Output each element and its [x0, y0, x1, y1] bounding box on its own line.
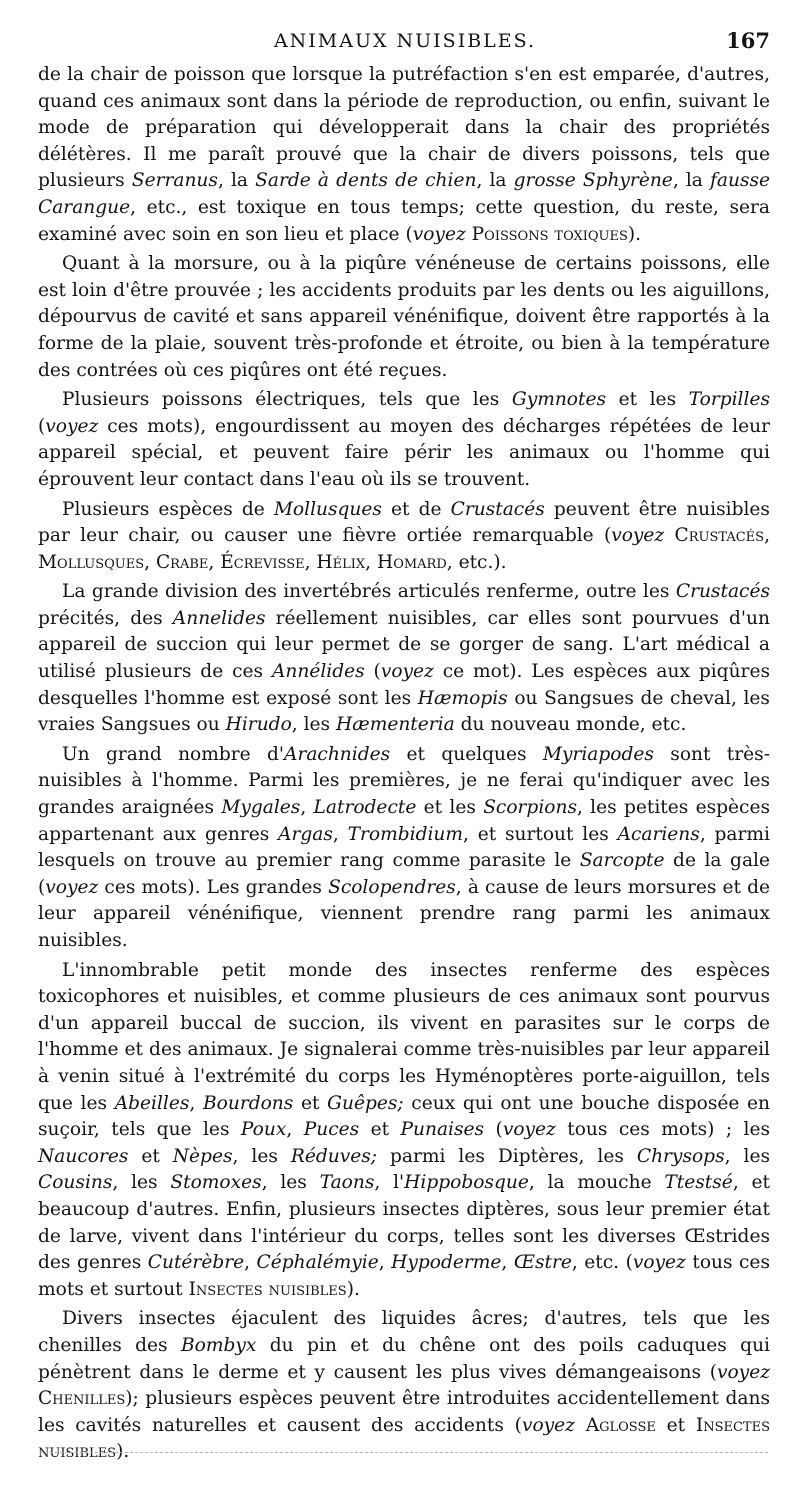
cross-reference: Insectes nuisibles — [188, 1278, 347, 1300]
italic-term: voyez — [502, 1119, 556, 1141]
paragraph-2 — [38, 251, 770, 384]
text-run: ); plusieurs espèces peuvent être introduites accidentellement dans les cavités naturelles et causent des accidents ( — [38, 1388, 770, 1436]
text-run: précités, des — [38, 607, 173, 629]
italic-term: Hæmenteria — [336, 714, 455, 736]
text-run: tous ces mots et surtout — [38, 1252, 770, 1300]
italic-term: Torpilles — [688, 389, 771, 411]
text-run: et — [655, 1414, 696, 1436]
paragraph-1 — [38, 62, 770, 248]
italic-term: Crustacés — [675, 581, 770, 603]
italic-term: Mollusques — [273, 498, 382, 520]
italic-term: Trombidium — [347, 823, 464, 845]
cross-reference: Chenilles — [38, 1388, 126, 1410]
italic-term: Nèpes — [172, 1145, 233, 1167]
italic-term: Hippobosque — [404, 1172, 529, 1194]
text-run: de la chair de poisson que lorsque la putréfaction s'en est emparée, d'autres, quand ces animaux sont dans la période de reproduction, ou enfin, suivant le mode de préparation qui développerait dans la chair des propriétés délétères. Il me paraît prouvé que la chair de divers poissons, tels que plusieurs — [38, 64, 770, 192]
text-run: et quelques — [390, 743, 543, 765]
italic-term: Bombyx — [181, 1334, 257, 1356]
italic-term: Ttestsé — [664, 1172, 733, 1194]
text-run: , les — [724, 1145, 770, 1167]
text-run: , etc., est toxique en tous temps; cette question, du reste, sera examiné avec soin en son lieu et place ( — [38, 196, 770, 245]
text-run: Plusieurs espèces de — [62, 498, 274, 520]
italic-term: voyez — [521, 1414, 575, 1436]
text-run: Un grand nombre d' — [62, 743, 285, 765]
text-run: , la — [672, 170, 710, 192]
text-run: ces mots). Les grandes — [98, 876, 329, 898]
page-header — [40, 30, 770, 60]
italic-term: Scorpions — [483, 797, 577, 819]
italic-term: Œstre — [513, 1252, 572, 1274]
text-run: , — [286, 1119, 304, 1141]
text-run: , les — [232, 1145, 291, 1167]
cross-reference: Aglosse — [585, 1414, 656, 1436]
italic-term: voyez — [45, 415, 99, 437]
text-run: peuvent être nuisibles par leur chair, ou causer une fièvre ortiée remarquable ( — [38, 498, 770, 547]
italic-term: Poux — [240, 1119, 287, 1141]
text-run: , et surtout les — [463, 823, 618, 845]
text-run: ( — [38, 415, 46, 437]
text-run: du nouveau monde, etc. — [454, 714, 687, 736]
italic-term: Taons — [319, 1172, 375, 1194]
italic-term: voyez — [412, 223, 466, 245]
italic-term: Bourdons — [202, 1092, 294, 1114]
text-run: etc.). — [452, 551, 507, 573]
paragraph-8 — [38, 1306, 770, 1466]
text-run: , — [300, 797, 314, 819]
text-run: et — [359, 1119, 401, 1141]
cross-reference: Poissons toxiques — [471, 223, 628, 245]
paragraph-3 — [38, 387, 770, 493]
text-run: réellement nuisibles, car elles sont pourvues d'un appareil de succion qui leur permet de se gorger de sang. L'art médical a utilisé plusieurs de ces — [38, 607, 770, 683]
text-run: ce mot). Les espèces aux piqûres desquelles l'homme est exposé sont les — [38, 661, 770, 709]
text-run: , et beaucoup d'autres. Enfin, plusieurs insectes diptères, sous leur premier état de larve, vivent dans l'intérieur du corps, telles sont les diverses Œstrides des genres — [38, 1172, 770, 1274]
paragraph-4 — [38, 497, 770, 577]
text-run: sont très-nuisibles à l'homme. Parmi les premières, je ne ferai qu'indiquer avec les grandes araignées — [38, 743, 770, 819]
italic-term: Stomoxes — [170, 1172, 262, 1194]
running-title: ANIMAUX NUISIBLES. — [273, 30, 537, 52]
page-body — [38, 62, 770, 1469]
paragraph-5 — [38, 579, 770, 739]
text-run: , les — [261, 1172, 320, 1194]
italic-term: voyez — [632, 1252, 686, 1274]
italic-term: Chrysops — [636, 1145, 725, 1167]
italic-term: Sarcopte — [579, 850, 665, 872]
text-run: de la gale ( — [38, 850, 770, 898]
text-run: , — [332, 823, 348, 845]
paragraph-7 — [38, 958, 770, 1304]
italic-term: Céphalémyie — [256, 1252, 379, 1274]
text-run: , la — [476, 170, 514, 192]
text-run: , — [189, 1092, 203, 1114]
text-run: et — [128, 1145, 173, 1167]
text-run: tous ces mots) ; les — [555, 1119, 771, 1141]
italic-term: voyez — [611, 525, 665, 547]
text-run: , — [501, 1252, 514, 1274]
text-run: La grande division des invertébrés articulés renferme, outre les — [62, 581, 676, 603]
bottom-rule — [40, 1452, 768, 1453]
italic-term: Réduves; — [290, 1145, 378, 1167]
paragraph-6 — [38, 742, 770, 955]
text-run: parmi les Diptères, les — [377, 1145, 637, 1167]
text-run: , — [244, 1252, 257, 1274]
cross-reference: Crustacés, Mollusques, Crabe, Écrevisse, Hélix, Homard, — [38, 525, 770, 573]
italic-term: Crustacés — [450, 498, 545, 520]
text-run: ou Sangsues de cheval, les vraies Sangsues ou — [38, 687, 770, 736]
text-run: ). — [116, 1441, 130, 1463]
text-run: L'innombrable petit monde des insectes renferme des espèces toxicophores et nuisibles, et comme plusieurs de ces animaux sont pourvus d'un appareil buccal de succion, ils vivent en parasites sur le corps de l'homme et des animaux. Je signalerai comme très-nuisibles par leur appareil à venin situé à l'extrémité du corps les Hyménoptères porte-aiguillon, tels que les — [38, 959, 770, 1114]
italic-term: Guêpes; — [327, 1092, 404, 1114]
italic-term: voyez — [716, 1361, 770, 1383]
text-run: , les — [112, 1172, 171, 1194]
italic-term: Hirudo — [225, 714, 292, 736]
italic-term: Hypoderme — [391, 1252, 502, 1274]
italic-term: fausse Carangue — [38, 170, 771, 218]
text-run: ( — [364, 661, 381, 683]
italic-term: Scolopendres — [328, 876, 456, 898]
italic-term: Cousins — [38, 1172, 113, 1194]
italic-term: voyez — [380, 661, 434, 683]
text-run: ). — [627, 223, 642, 245]
text-run: Plusieurs poissons électriques, tels que les — [62, 389, 512, 411]
text-run: , parmi lesquels on trouve au premier rang comme parasite le — [38, 823, 770, 872]
italic-term: Hæmopis — [417, 687, 508, 709]
italic-term: Abeilles — [114, 1092, 190, 1114]
italic-term: Gymnotes — [511, 389, 607, 411]
page-number: 167 — [726, 28, 770, 53]
text-run: , à cause de leurs morsures et de leur appareil vénénifique, viennent prendre rang parmi les animaux nuisibles. — [38, 876, 770, 951]
italic-term: Myriapodes — [542, 743, 654, 765]
italic-term: Naucores — [38, 1145, 129, 1167]
text-run: et — [293, 1092, 328, 1114]
italic-term: Sarde à dents de chien — [255, 170, 477, 192]
italic-term: Argas — [278, 823, 333, 845]
text-run: Quant à la morsure, ou à la piqûre vénéneuse de certains poissons, elle est loin d'être prouvée ; les accidents produits par les dents ou les aiguillons, dépourvus de cavité et sans appareil vénénifique, doivent être rapportés à la forme de la plaie, souvent très-profonde et étroite, ou bien à la température des contrées où ces piqûres ont été reçues. — [38, 253, 770, 381]
italic-term: Serranus — [131, 170, 218, 192]
text-run: du pin et du chêne ont des poils caduques qui pénètrent dans le derme et y causent les plus vives démangeaisons ( — [38, 1334, 770, 1383]
text-run: ceux qui ont une bouche disposée en suçoir, tels que les — [38, 1092, 770, 1141]
italic-term: Annélides — [271, 661, 365, 683]
italic-term: grosse Sphyrène — [513, 170, 673, 192]
text-run: , les — [291, 714, 336, 736]
italic-term: Arachnides — [284, 743, 391, 765]
text-run: et les — [606, 389, 689, 411]
text-run: et de — [381, 498, 451, 520]
text-run: et les — [416, 797, 484, 819]
italic-term: Puces — [303, 1119, 360, 1141]
text-run — [664, 525, 674, 546]
italic-term: Latrodecte — [313, 797, 417, 819]
text-run: ( — [484, 1119, 503, 1141]
text-run: , les petites espèces appartenant aux genres — [38, 797, 771, 845]
text-run: , la mouche — [528, 1172, 665, 1194]
text-run: , l' — [374, 1172, 405, 1194]
italic-term: Acariens — [617, 823, 700, 845]
text-run — [575, 1415, 586, 1436]
cross-reference: Insectes nuisibles — [38, 1414, 770, 1463]
text-run: ). — [346, 1278, 360, 1300]
text-run: , etc. ( — [571, 1252, 633, 1274]
italic-term: Cutérèbre — [147, 1252, 245, 1274]
text-run: , — [378, 1252, 392, 1274]
italic-term: Punaises — [400, 1119, 485, 1141]
italic-term: voyez — [45, 876, 99, 898]
text-run: ces mots), engourdissent au moyen des décharges répétées de leur appareil spécial, et peuvent faire périr les animaux ou l'homme qui éprouvent leur contact dans l'eau où ils se trouvent. — [38, 415, 770, 490]
text-run: , la — [217, 170, 256, 192]
italic-term: Mygales — [221, 797, 301, 819]
italic-term: Annelides — [172, 607, 266, 629]
text-run: Divers insectes éjaculent des liquides âcres; d'autres, tels que les chenilles des — [38, 1308, 770, 1356]
